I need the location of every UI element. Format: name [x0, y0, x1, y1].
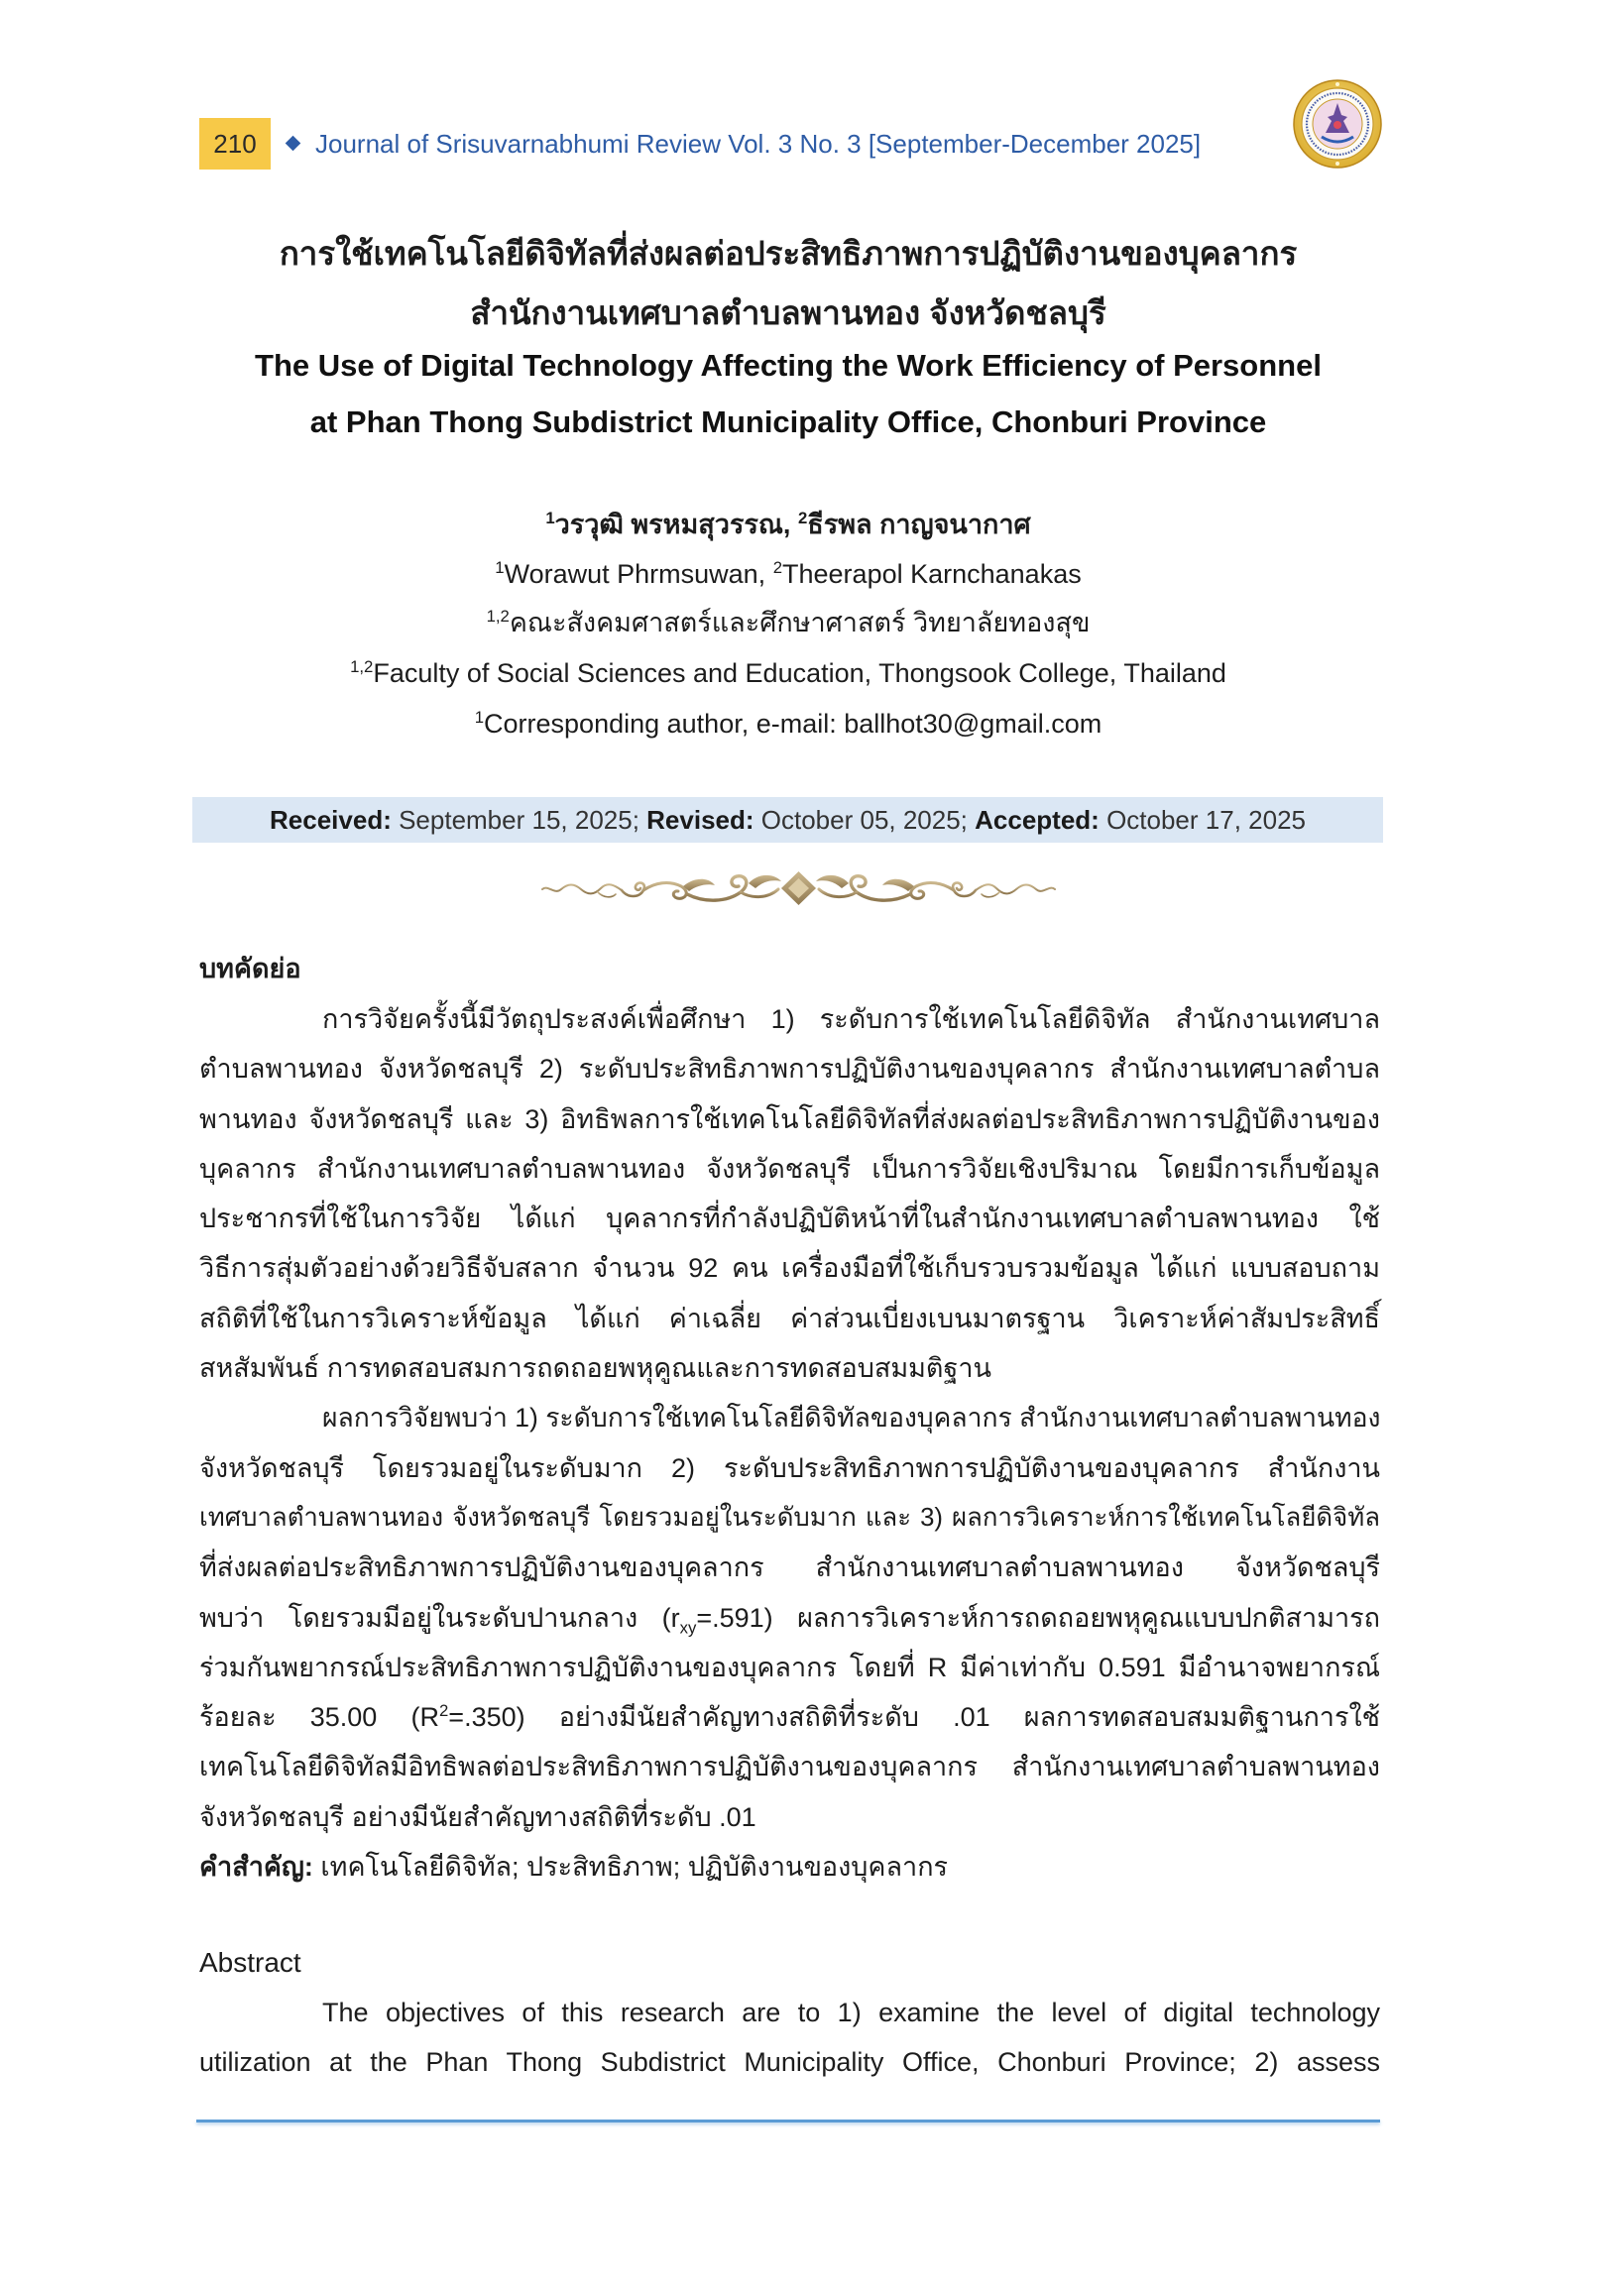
author-marker: 2 [772, 558, 783, 577]
abstract-thai-line: บุคลากร สำนักงานเทศบาลตำบลพานทอง จังหวัดชลบุรี เป็นการวิจัยเชิงปริมาณ โดยมีการเก็บข้อมูล [199, 1153, 1380, 1184]
affiliation-marker: 1,2 [486, 607, 510, 626]
abstract-thai-line: ผลการวิจัยพบว่า 1) ระดับการใช้เทคโนโลยีดิจิทัลของบุคลากร สำนักงานเทศบาลตำบลพานทอง [322, 1403, 1381, 1434]
title-english-line: at Phan Thong Subdistrict Municipality Office, Chonburi Province [309, 404, 1267, 439]
abstract-english-line: utilization at the Phan Thong Subdistrict Municipality Office, Chonburi Province; 2) assess [199, 2046, 1380, 2077]
abstract-english-body [199, 1989, 1380, 2087]
abstract-thai-heading: บทคัดย่อ [199, 954, 301, 983]
abstract-thai-line: สหสัมพันธ์ การทดสอบสมการถดถอยพหุคูณและการทดสอบสมมติฐาน [199, 1353, 991, 1384]
superscript-2: 2 [438, 1701, 449, 1721]
authors-thai [196, 500, 1380, 549]
abstract-thai-line: ที่ส่งผลต่อประสิทธิภาพการปฏิบัติงานของบุคลากร สำนักงานเทศบาลตำบลพานทอง จังหวัดชลบุรี [199, 1552, 1380, 1583]
line-text: ร้อยละ 35.00 (R [199, 1702, 439, 1733]
ornament-right-half [816, 875, 1055, 900]
date-label: Accepted: [975, 805, 1100, 835]
abstract-english-line: The objectives of this research are to 1) examine the level of digital technology [322, 1998, 1380, 2027]
author-name: Worawut Phrmsuwan, [504, 559, 773, 589]
seal-star [1335, 162, 1339, 166]
abstract-thai-line: จังหวัดชลบุรี อย่างมีนัยสำคัญทางสถิติที่ระดับ .01 [199, 1801, 756, 1832]
corresponding-marker: 1 [474, 708, 485, 727]
title-thai-line: การใช้เทคโนโลยีดิจิทัลที่ส่งผลต่อประสิทธิภาพการปฏิบัติงานของบุคลากร [279, 235, 1298, 272]
journal-seal-logo [1292, 75, 1383, 171]
title-thai-line: สำนักงานเทศบาลตำบลพานทอง จังหวัดชลบุรี [470, 294, 1106, 331]
date-value: October 17, 2025 [1099, 805, 1306, 835]
abstract-thai-line: ร่วมกันพยากรณ์ประสิทธิภาพการปฏิบัติงานของบุคลากร โดยที่ R มีค่าเท่ากับ 0.591 มีอำนาจพยากรณ์ [199, 1652, 1380, 1682]
abstract-thai-line: เทศบาลตำบลพานทอง จังหวัดชลบุรี โดยรวมอยู่ในระดับมาก และ 3) ผลการวิเคราะห์การใช้เทคโนโลยีดิจิทัล [199, 1503, 1380, 1532]
author-name: Theerapol Karnchanakas [782, 559, 1082, 589]
abstract-thai-body [199, 994, 1380, 1892]
submission-dates-bar [192, 797, 1383, 843]
seal-dot [1334, 121, 1341, 129]
date-label: Revised: [646, 805, 754, 835]
affiliation-text: คณะสังคมศาสตร์และศึกษาศาสตร์ วิทยาลัยทองสุข [509, 608, 1091, 637]
authors-english [196, 549, 1380, 599]
ornament-divider [538, 868, 1059, 908]
diamond-bullet-icon [286, 136, 301, 152]
keywords-label: คำสำคัญ: [199, 1852, 313, 1883]
date-value: October 05, 2025; [754, 805, 976, 835]
author-marker: 1 [545, 509, 555, 527]
keywords-line [199, 1842, 1380, 1892]
affiliation-thai [196, 598, 1380, 647]
author-marker: 2 [797, 509, 808, 527]
author-name: วรวุฒิ พรหมสุวรรณ, [554, 510, 798, 539]
line-text: พบว่า โดยรวมมีอยู่ในระดับปานกลาง (r [199, 1602, 680, 1633]
line-text: =.591) ผลการวิเคราะห์การถดถอยพหุคูณแบบปกติสามารถ [696, 1602, 1380, 1633]
affiliation-english [196, 648, 1380, 698]
author-name: ธีรพล กาญจนากาศ [807, 510, 1031, 539]
title-english-line: The Use of Digital Technology Affecting the Work Efficiency of Personnel [255, 348, 1322, 383]
author-marker: 1 [495, 558, 505, 577]
abstract-thai-line: เทคโนโลยีดิจิทัลมีอิทธิพลต่อประสิทธิภาพการปฏิบัติงานของบุคลากร สำนักงานเทศบาลตำบลพานทอง [199, 1752, 1380, 1782]
abstract-thai-line: ตำบลพานทอง จังหวัดชลบุรี 2) ระดับประสิทธิภาพการปฏิบัติงานของบุคลากร สำนักงานเทศบาลตำบล [199, 1054, 1380, 1085]
line-text: =.350) อย่างมีนัยสำคัญทางสถิติที่ระดับ .01 ผลการทดสอบสมมติฐานการใช้ [448, 1702, 1380, 1733]
date-value: September 15, 2025; [391, 805, 647, 835]
abstract-thai-line: จังหวัดชลบุรี โดยรวมอยู่ในระดับมาก 2) ระดับประสิทธิภาพการปฏิบัติงานของบุคลากร สำนักงาน [199, 1452, 1380, 1483]
abstract-thai-line [199, 1692, 1380, 1742]
abstract-thai-line: วิธีการสุ่มตัวอย่างด้วยวิธีจับสลาก จำนวน 92 คน เครื่องมือที่ใช้เก็บรวบรวมข้อมูล ได้แก่ แบบสอบถาม [199, 1253, 1380, 1284]
abstract-thai-line: พานทอง จังหวัดชลบุรี และ 3) อิทธิพลการใช้เทคโนโลยีดิจิทัลที่ส่งผลต่อประสิทธิภาพการปฏิบัติงานของ [199, 1103, 1380, 1134]
seal-star [1335, 82, 1339, 86]
footer-rule [196, 2120, 1380, 2123]
affiliation-marker: 1,2 [350, 657, 374, 676]
date-label: Received: [270, 805, 392, 835]
ornament-left-half [542, 875, 781, 900]
abstract-thai-line: การวิจัยครั้งนี้มีวัตถุประสงค์เพื่อศึกษา 1) ระดับการใช้เทคโนโลยีดิจิทัล สำนักงานเทศบาล [322, 1004, 1380, 1034]
page-number-badge: 210 [199, 118, 271, 170]
abstract-thai-line: ประชากรที่ใช้ในการวิจัย ได้แก่ บุคลากรที่กำลังปฏิบัติหน้าที่ในสำนักงานเทศบาลตำบลพานทอง ใช้ [199, 1204, 1380, 1234]
journal-running-title: Journal of Srisuvarnabhumi Review Vol. 3 No. 3 [September-December 2025] [315, 129, 1202, 159]
corresponding-text: Corresponding author, e-mail: ballhot30@gmail.com [484, 709, 1102, 739]
abstract-english-heading: Abstract [199, 1947, 301, 1978]
corresponding-author [196, 699, 1380, 748]
subscript-xy: xy [679, 1617, 697, 1637]
abstract-thai-line [199, 1593, 1380, 1643]
affiliation-text: Faculty of Social Sciences and Education, Thongsook College, Thailand [373, 658, 1226, 688]
keywords-text: เทคโนโลยีดิจิทัล; ประสิทธิภาพ; ปฏิบัติงานของบุคลากร [312, 1852, 949, 1883]
abstract-thai-line: สถิติที่ใช้ในการวิเคราะห์ข้อมูล ได้แก่ ค่าเฉลี่ย ค่าส่วนเบี่ยงเบนมาตรฐาน วิเคราะห์ค่าสัมประสิทธิ์ [199, 1303, 1380, 1333]
